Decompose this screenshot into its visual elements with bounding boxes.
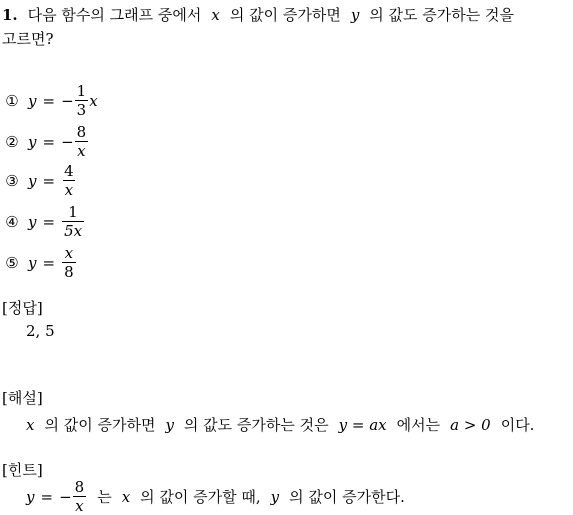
option-sign: − [61, 132, 74, 151]
hint-fraction [73, 478, 87, 515]
option-numerator: 1 [68, 203, 78, 221]
answer-value: 2, 5 [26, 322, 55, 340]
hint-text-3: 의 값이 증가한다. [289, 488, 405, 506]
option-2 [2, 123, 89, 160]
option-denominator: 3 [76, 101, 87, 119]
hint-text-1: 는 [97, 488, 112, 506]
option-eq: = [42, 212, 56, 231]
option-eq: = [42, 171, 56, 190]
option-marker: ① [5, 91, 19, 110]
question-line-1 [2, 4, 514, 25]
hint-eq: = [40, 487, 54, 506]
question-text-1: 다음 함수의 그래프 중에서 [27, 6, 202, 24]
question-var-x: x [211, 5, 220, 24]
question-text-3: 의 값도 증가하는 것을 [369, 6, 515, 24]
option-fraction [75, 82, 89, 119]
option-marker: ② [5, 132, 19, 151]
explanation-text-2: 의 값도 증가하는 것은 [183, 416, 329, 434]
option-lhs: y [28, 171, 37, 190]
option-eq: = [42, 253, 56, 272]
option-marker: ⑤ [5, 253, 19, 272]
option-numerator: 4 [64, 162, 74, 180]
hint-var-y: y [270, 487, 280, 506]
option-numerator: 1 [76, 82, 87, 100]
option-4 [2, 203, 85, 240]
option-denominator: 8 [64, 263, 74, 281]
explanation-formula: y = ax [338, 415, 387, 434]
option-marker: ④ [5, 212, 19, 231]
option-fraction [62, 162, 76, 199]
hint-sign: − [59, 487, 72, 506]
option-fraction [62, 203, 84, 240]
answer-heading: [정답] [2, 299, 43, 317]
explanation-condition: a > 0 [450, 415, 491, 434]
option-denominator: x [64, 181, 74, 199]
option-fraction [75, 123, 89, 160]
question-var-y: y [350, 5, 360, 24]
option-lhs: y [28, 91, 37, 110]
option-tail: x [89, 91, 98, 110]
option-numerator: 8 [76, 123, 87, 141]
option-lhs: y [28, 132, 37, 151]
option-eq: = [42, 91, 56, 110]
explanation-body [26, 414, 534, 435]
hint-lhs: y [26, 487, 35, 506]
hint-var-x: x [121, 487, 131, 506]
explanation-heading: [해설] [2, 389, 43, 407]
question-text-2: 의 값이 증가하면 [229, 6, 341, 24]
explanation-var-y: y [165, 415, 174, 434]
option-denominator: x [77, 142, 86, 160]
option-lhs: y [28, 212, 37, 231]
question-number: 1. [2, 5, 18, 24]
option-3 [2, 162, 77, 199]
option-numerator: x [64, 244, 74, 262]
hint-heading: [힌트] [2, 461, 43, 479]
question-line-2: 고르면? [2, 30, 54, 48]
option-fraction [62, 244, 76, 281]
option-denominator: 5x [64, 222, 83, 240]
option-lhs: y [28, 253, 37, 272]
explanation-text-3: 에서는 [396, 416, 441, 434]
option-sign: − [61, 91, 74, 110]
hint-body [26, 478, 405, 515]
option-5 [2, 244, 77, 281]
option-1 [2, 82, 98, 119]
hint-numerator: 8 [74, 478, 85, 496]
explanation-var-x: x [26, 415, 35, 434]
hint-denominator: x [75, 497, 84, 515]
explanation-text-4: 이다. [500, 416, 535, 434]
hint-text-2: 의 값이 증가할 때, [140, 488, 261, 506]
option-marker: ③ [5, 171, 19, 190]
explanation-text-1: 의 값이 증가하면 [44, 416, 156, 434]
option-eq: = [42, 132, 56, 151]
